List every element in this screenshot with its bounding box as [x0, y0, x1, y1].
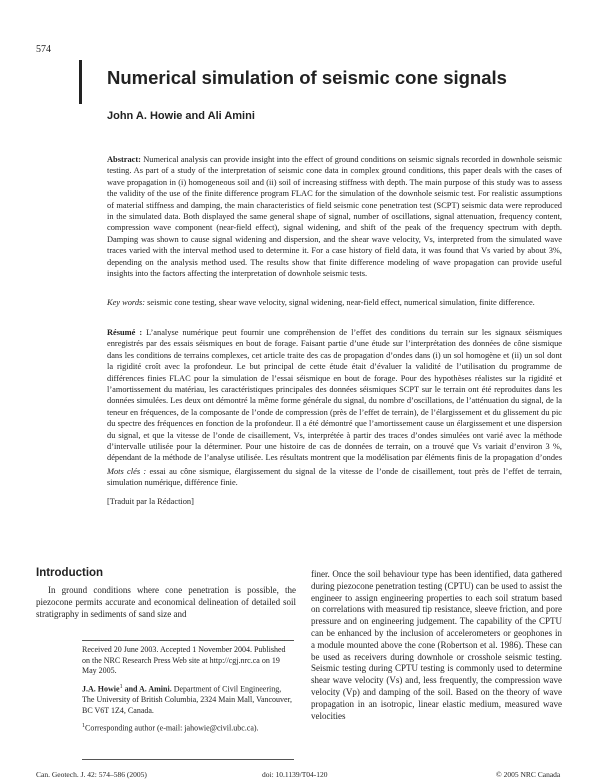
- footer-doi: doi: 10.1139/T04-120: [262, 770, 328, 779]
- mots-cles-text: essai au cône sismique, élargissement du signal de la vitesse de l’onde de cisaillement, tout près de l’effet de terrain, simulation numérique, différence finie.: [107, 467, 562, 488]
- intro-column-2: finer. Once the soil behaviour type has been identified, data gathered during piezocone penetration testing (CPTU) can be used to assist the engineer to assign engineering properties to each soil stratum based on correlations with measured tip resistance, sleeve friction, and pore pressure and on engineering judgement. The capability of the CPTU can be enhanced by the inclusion of accelerometers or geophones in a module mounted above the cone (Robertson et al. 1986). These can be used as receivers during downhole or crosshole seismic testing. Seismic testing during CPTU testing is commonly used to determine shear wave velocity (Vs) and, less frequently, the compression wave velocity (Vp) and damping of the soil. Based on the theory of wave propagation in an isotropic, linear elastic medium, measured wave velocities: [311, 569, 562, 721]
- keywords-text: seismic cone testing, shear wave velocity, signal widening, near-field effect, numerical simulation, finite difference.: [147, 298, 535, 307]
- mots-cles: [107, 466, 562, 489]
- affil-name-2: and A. Amini.: [124, 684, 172, 694]
- affil-text: Department of Civil Engineering, The University of British Columbia, 2324 Main Mall, Vancouver, BC V6T 1Z4, Canada.: [82, 684, 292, 715]
- affiliation: J.A. Howie$^1$ and A. Amini. Department of Civil Engineering, The University of British Columbia, 2324 Main Mall, Vancouver, BC V6T 1Z4, Canada.: [82, 683, 292, 715]
- paper-title: Numerical simulation of seismic cone signals: [107, 67, 507, 88]
- keywords-label: Key words:: [107, 298, 146, 307]
- footer-journal: Can. Geotech. J. 42: 574–586 (2005): [36, 770, 147, 779]
- title-rule: [79, 60, 82, 104]
- resume: [107, 327, 562, 463]
- abstract: [107, 154, 562, 290]
- authors: John A. Howie and Ali Amini: [107, 110, 255, 122]
- translation-note: [Traduit par la Rédaction]: [107, 497, 194, 506]
- intro-column-1: In ground conditions where cone penetration is possible, the piezocone permits accurate and economical delineation of detailed soil stratigraphy in sediments of sand size and: [36, 585, 296, 619]
- resume-text: L’analyse numérique peut fournir une compréhension de l’effet des conditions du terrain sur les signaux séismiques enregistrés par des essais séismiques en bout de forage. Faisant partie d’une étude sur l’interprétation des données de cône sismique dans les conditions de terrains complexes, cet article traite des cas de propagation d’ondes dans (i) un sol homogène et (ii) un sol dont la rigidité croît avec la profondeur. Le but principal de cette étude était d’évaluer la validité de l’utilisation du programme de différences finies FLAC pour la simulation de l’essai séismique en bout de forage. Pour des hypothèses réalistes sur la rigidité et l’amortissement du matériau, les caractéristiques principales des données séismiques SCPT sur le terrain ont été reproduites dans les données simulées. Les deux ont démontré la même forme générale du signal, du nombre d’oscillations, de l’atténuation du signal, de la teneur en fréquences, de la composante de l’onde de compression (près de l’effet de terrain), de l’élargissement et du glissement du pic du spectre des fréquences en fonction de la profondeur. Il a été démontré que l’amortissement cause un élargissement et une dispersion du signal, et que la vitesse de l’onde de cisaillement, Vs, interprétée à partir des traces d’ondes simulées ont varié avec la méthode d’intervalle utilisée pour la déterminer. Pour une histoire de cas de données de terrain, on a trouvé que Vs variait d’environ 3 %, dépendant de la méthode de l’analyse utilisée. Les résultats montrent que la modélisation par éléments finis de la propagation d’ondes: [107, 328, 562, 463]
- footer-copyright: © 2005 NRC Canada: [496, 770, 561, 779]
- received-info: Received 20 June 2003. Accepted 1 November 2004. Published on the NRC Research Press Web site at http://cgj.nrc.ca on 19 May 2005.: [82, 645, 286, 676]
- resume-label: Résumé :: [107, 328, 143, 337]
- abstract-text: Numerical analysis can provide insight into the effect of ground conditions on seismic signals recorded in downhole seismic testing. As part of a study of the interpretation of seismic cone data in complex ground conditions, this paper deals with the cases of wave propagation in (i) homogeneous soil and (ii) soil of increasing stiffness with depth. The main purpose of this study was to assess the validity of the use of the finite difference program FLAC for the simulation of the downhole seismic test. For realistic assumptions of material stiffness and damping, the main characteristics of field seismic cone penetration test (SCPT) seismic data were reproduced in the simulated data. Both displayed the same general shape of signal, number of oscillations, signal attenuation, frequency content, compression wave component (near-field effect), signal widening, and shift of the peak of the frequency spectrum with depth. Damping was shown to cause signal widening and dispersion, and the shear wave velocity, Vs, interpreted from the simulated wave traces varied with the interval method used to determine it. For a case history of field data, it was found that Vs varied by about 3%, depending on the analysis method used. The results show that finite difference modeling of wave propagation can provide useful insights into the factors affecting the interpretation of downhole seismic tests.: [107, 155, 562, 279]
- introduction-heading: Introduction: [36, 567, 104, 579]
- keywords: [107, 297, 562, 308]
- page-number: 574: [36, 44, 51, 55]
- corresponding-author: $^1$Corresponding author (e-mail: jahowie@civil.ubc.ca).: [82, 723, 259, 733]
- mots-cles-label: Mots clés :: [107, 467, 147, 476]
- affil-name-1: J.A. Howie: [82, 684, 120, 694]
- article-info-box: [82, 640, 294, 760]
- abstract-label: Abstract:: [107, 155, 141, 164]
